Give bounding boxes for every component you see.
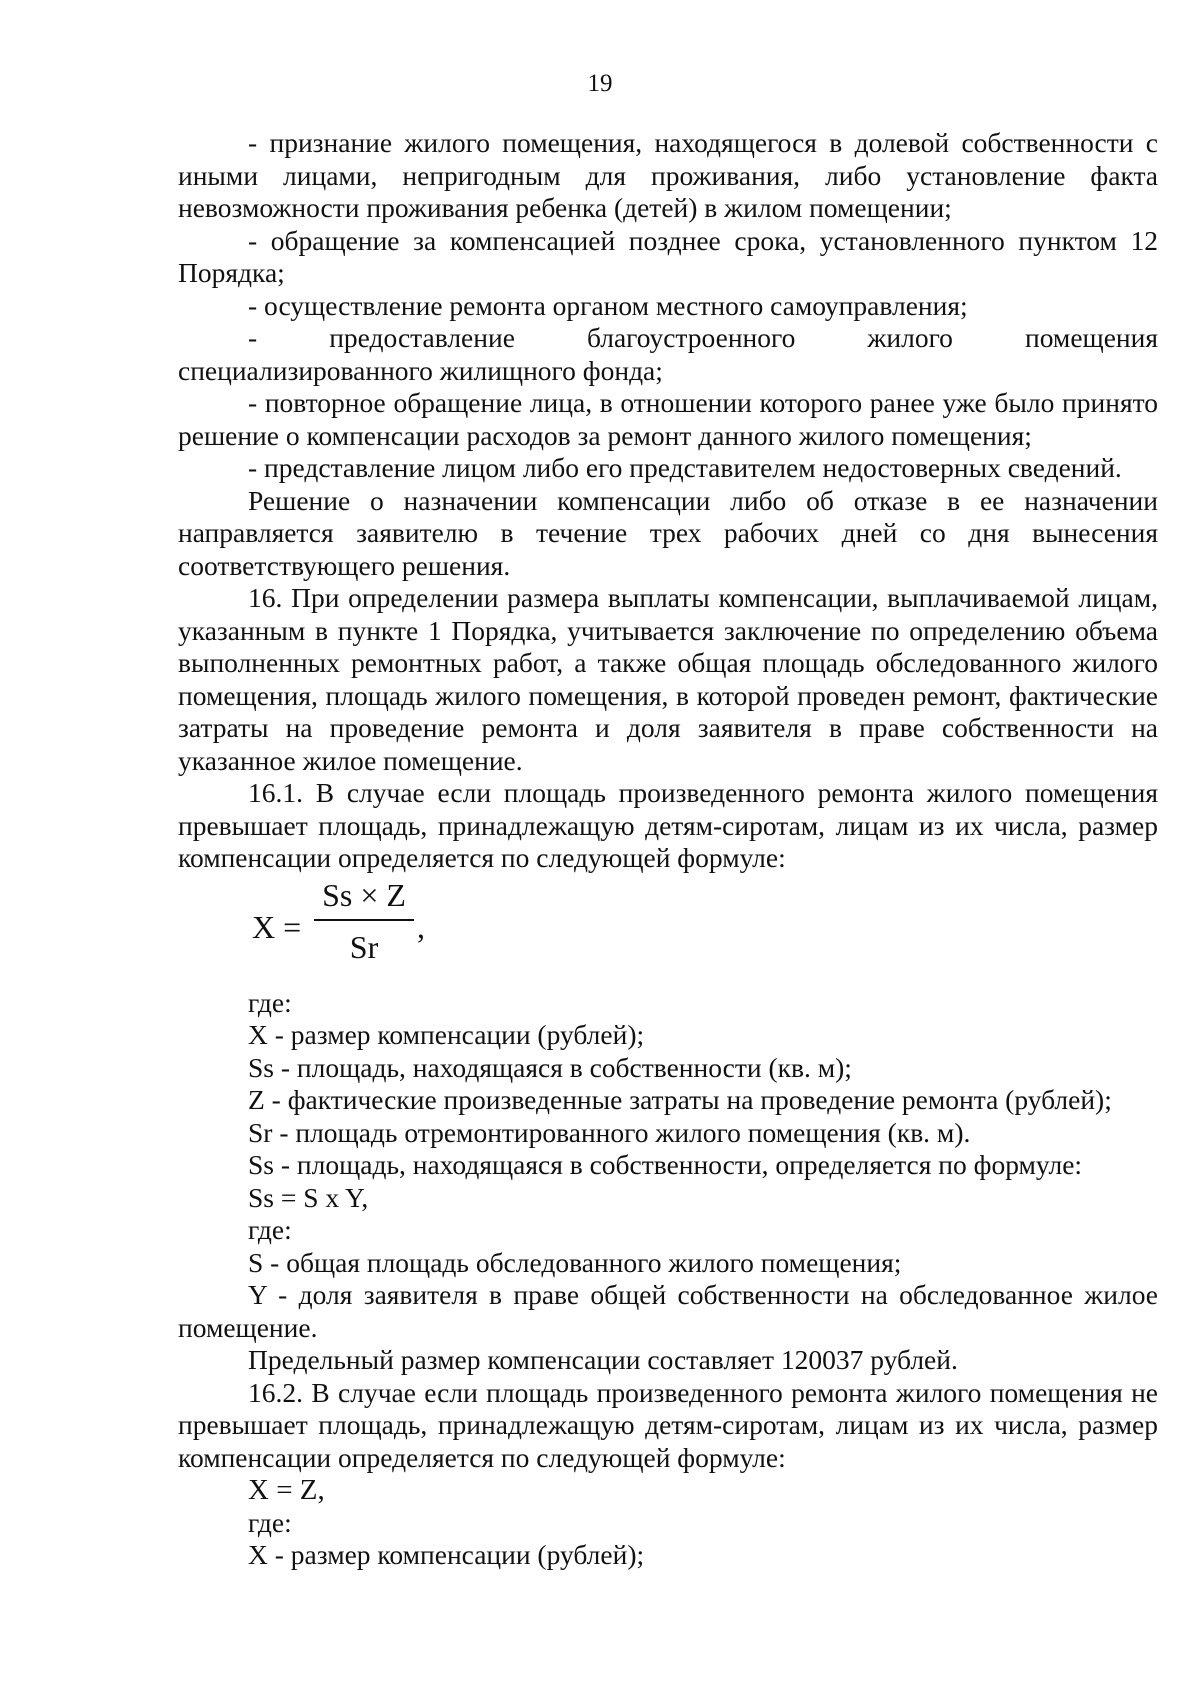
ss-formula-intro: Ss - площадь, находящаяся в собственности, определяется по формуле: (248, 1149, 1083, 1180)
formula-lhs: X = (252, 908, 302, 945)
paragraph-uninhabitable: - признание жилого помещения, находящегося в долевой собственности с иными лицами, непригодным для проживания, либо установление факта невозможности проживания ребенка (детей) в жилом помещении; (178, 127, 1158, 223)
formula-numerator: Ss × Z (322, 876, 406, 913)
paragraph-repair-by-authority: - осуществление ремонта органом местного самоуправления; (248, 289, 968, 321)
page-number: 19 (587, 70, 613, 97)
paragraph-late-application: - обращение за компенсацией позднее срока, установленного пунктом 12 Порядка; (178, 224, 1158, 288)
where-label: где: (248, 986, 292, 1018)
definition-x: X - размер компенсации (рублей); (248, 1019, 645, 1050)
paragraph-16-1: 16.1. В случае если площадь произведенного ремонта жилого помещения превышает площадь, принадлежащую детям-сиротам, лицам из их числа, размер компенсации определяется по следующей формуле: (178, 777, 1158, 873)
compensation-formula (178, 875, 1158, 987)
definition-s: S - общая площадь обследованного жилого помещения; (248, 1246, 902, 1278)
compensation-limit: Предельный размер компенсации составляет 120037 рублей. (248, 1344, 958, 1375)
definition-y: Y - доля заявителя в праве общей собственности на обследованное жилое помещение. (178, 1279, 1158, 1343)
fraction-bar (314, 919, 414, 921)
definition-z: Z - фактические произведенные затраты на проведение ремонта (рублей); (248, 1084, 1112, 1115)
formula-x-equals-z: X = Z, (248, 1474, 325, 1506)
definition-ss: Ss - площадь, находящаяся в собственности (кв. м); (248, 1051, 852, 1083)
paragraph-16: 16. При определении размера выплаты компенсации, выплачиваемой лицам, указанным в пункте 1 Порядка, учитывается заключение по определению объема выполненных ремонтных работ, а также общая площадь обследованного жилого помещения, площадь жилого помещения, в которой проведен ремонт, фактические затраты на проведение ремонта и доля заявителя в праве собственности на указанное жилое помещение. (178, 582, 1158, 776)
where-label-2: где: (248, 1214, 292, 1245)
paragraph-decision-notice: Решение о назначении компенсации либо об отказе в ее назначении направляется заявителю в течение трех рабочих дней со дня вынесения соответствующего решения. (178, 484, 1158, 581)
where-label-3: где: (248, 1506, 292, 1538)
definition-sr: Sr - площадь отремонтированного жилого помещения (кв. м). (248, 1116, 971, 1148)
definition-x-2: X - размер компенсации (рублей); (248, 1539, 645, 1570)
paragraph-repeat-application: - повторное обращение лица, в отношении которого ранее уже было принято решение о компенсации расходов за ремонт данного жилого помещения; (178, 387, 1158, 451)
document-body (178, 127, 1158, 1572)
formula-fraction (314, 875, 414, 967)
ss-formula: Ss = S x Y, (248, 1181, 369, 1213)
formula-denominator: Sr (349, 928, 379, 965)
paragraph-16-2: 16.2. В случае если площадь произведенного ремонта жилого помещения не превышает площадь, принадлежащую детям-сиротам, лицам из их числа, размер компенсации определяется по следующей формуле: (178, 1376, 1158, 1473)
paragraph-false-information: - представление лицом либо его представителем недостоверных сведений. (248, 452, 1122, 483)
formula-suffix: , (417, 908, 425, 945)
paragraph-housing-provided: - предоставление благоустроенного жилого помещения специализированного жилищного фонда; (178, 322, 1158, 386)
